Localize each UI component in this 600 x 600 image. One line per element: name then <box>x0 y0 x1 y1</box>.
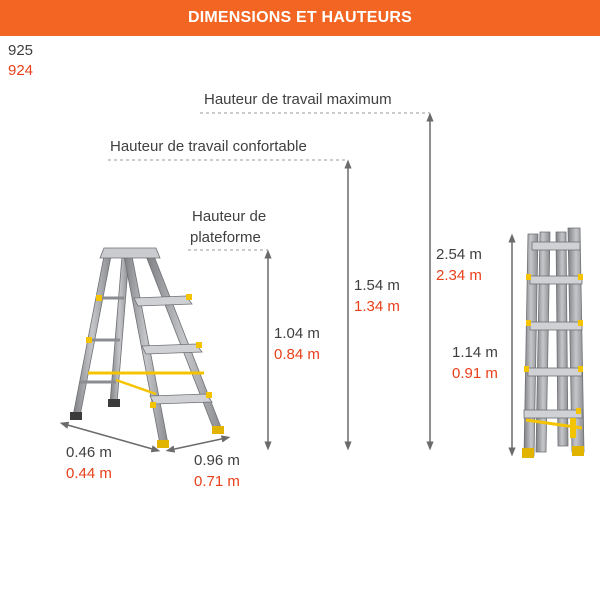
max-working-height-label: Hauteur de travail maximum <box>204 91 392 108</box>
model-primary: 925 <box>8 42 34 59</box>
comfortable-height-primary: 1.54 m <box>354 277 400 294</box>
comfortable-working-height-label: Hauteur de travail confortable <box>110 138 307 155</box>
max-height-secondary: 2.34 m <box>436 267 482 284</box>
platform-height-label-line1: Hauteur de <box>192 208 267 225</box>
width-primary: 0.96 m <box>194 452 240 469</box>
width-secondary: 0.71 m <box>194 473 240 490</box>
depth-primary: 0.46 m <box>66 444 112 461</box>
folded-ladder-icon <box>522 228 584 458</box>
platform-height-secondary: 0.84 m <box>274 346 320 363</box>
header-title: DIMENSIONS ET HAUTEURS <box>188 9 412 26</box>
folded-height-primary: 1.14 m <box>452 344 498 361</box>
width-arrow <box>170 438 226 450</box>
folded-height-secondary: 0.91 m <box>452 365 498 382</box>
platform-height-primary: 1.04 m <box>274 325 320 342</box>
platform-height-label-line2: plateforme <box>190 229 261 246</box>
model-secondary: 924 <box>8 62 34 79</box>
open-ladder-icon <box>70 248 224 448</box>
depth-secondary: 0.44 m <box>66 465 112 482</box>
max-height-primary: 2.54 m <box>436 246 482 263</box>
comfortable-height-secondary: 1.34 m <box>354 298 400 315</box>
